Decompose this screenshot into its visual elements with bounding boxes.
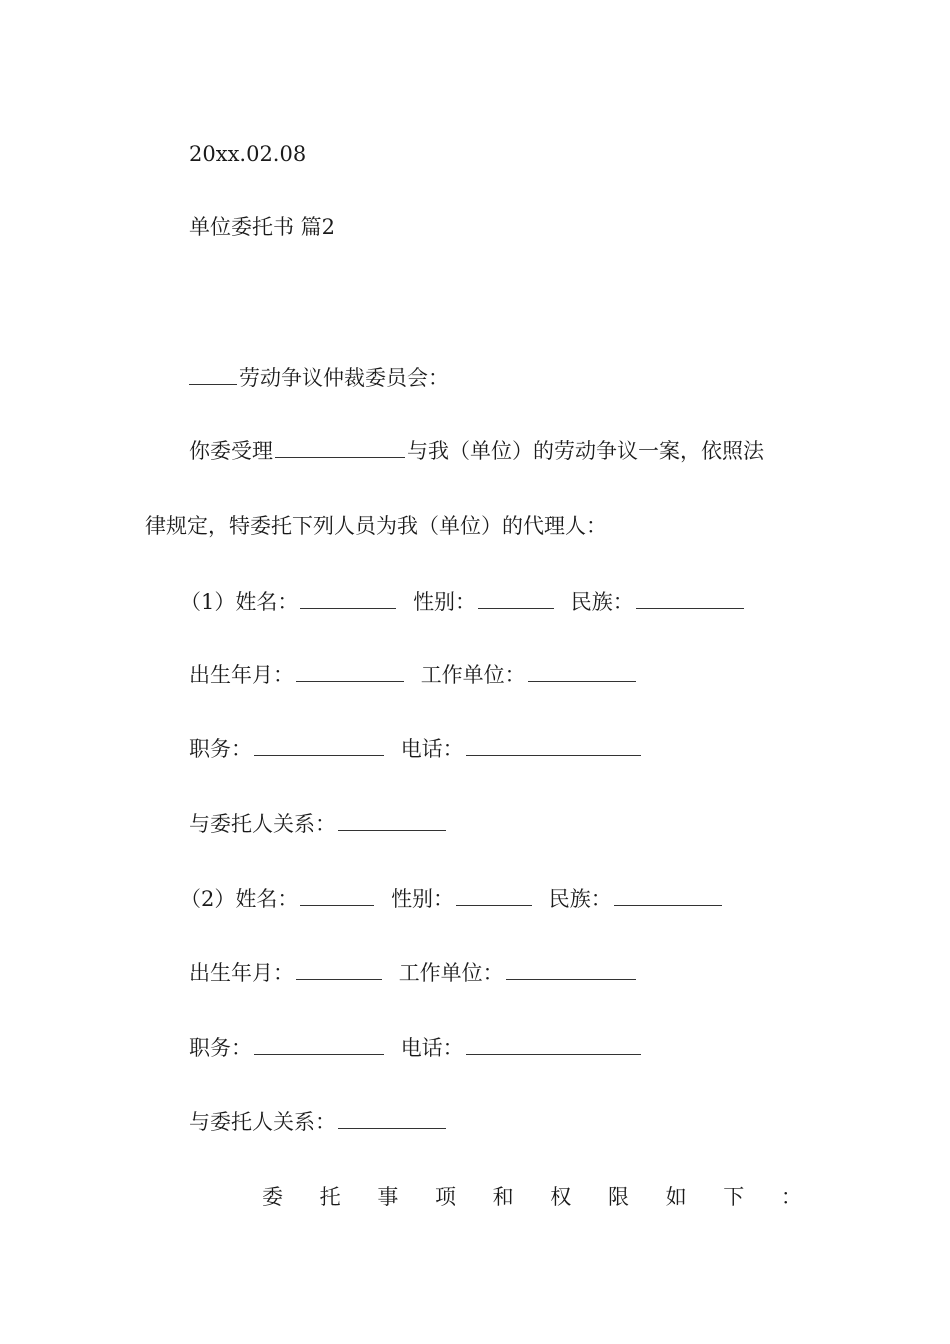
agent2-position-label: 职务： <box>189 1036 252 1060</box>
authority-char: 下 <box>723 1185 745 1209</box>
agent1-phone-field[interactable] <box>466 735 641 756</box>
agent2-gender-label: 性别： <box>391 887 455 911</box>
agent2-row-position <box>189 1034 643 1062</box>
para1-text-b: 与我（单位）的劳动争议一案，依照法 <box>407 439 764 463</box>
authority-char: 和 <box>492 1185 514 1209</box>
addressee-text: 劳动争议仲裁委员会： <box>239 366 449 390</box>
agent1-position-field[interactable] <box>254 735 384 756</box>
authority-heading <box>262 1183 802 1211</box>
authority-char: 委 <box>262 1185 283 1209</box>
agent2-row-relation <box>189 1108 448 1136</box>
authority-char: 如 <box>665 1185 687 1209</box>
agent1-gender-field[interactable] <box>478 588 554 609</box>
agent2-workplace-field[interactable] <box>506 959 636 980</box>
date: 20xx.02.08 <box>189 142 307 166</box>
authority-char: 项 <box>434 1185 456 1209</box>
agent1-workplace-field[interactable] <box>528 661 636 682</box>
agent1-name-field[interactable] <box>300 588 396 609</box>
agent1-birth-field[interactable] <box>296 661 404 682</box>
agent2-name-label: （2）姓名： <box>180 887 299 911</box>
authority-char: 权 <box>550 1185 572 1209</box>
paragraph-1-line-1 <box>189 437 764 465</box>
agent1-row-position <box>189 735 643 763</box>
agent2-ethnicity-label: 民族： <box>548 887 612 911</box>
authority-char: 事 <box>377 1185 399 1209</box>
agent1-relation-label: 与委托人关系： <box>189 812 336 836</box>
agent2-ethnicity-field[interactable] <box>614 885 722 906</box>
agent2-gender-field[interactable] <box>456 885 532 906</box>
agent2-phone-label: 电话： <box>400 1036 464 1060</box>
agent2-position-field[interactable] <box>254 1034 384 1055</box>
para1-text-a: 你委受理 <box>189 439 273 463</box>
agent1-gender-label: 性别： <box>413 590 477 614</box>
agent2-name-field[interactable] <box>300 885 374 906</box>
agent2-row-name <box>180 885 724 913</box>
agent1-birth-label: 出生年月： <box>189 663 294 687</box>
arbitration-committee-blank[interactable] <box>189 364 237 385</box>
agent1-relation-field[interactable] <box>338 810 446 831</box>
agent2-birth-label: 出生年月： <box>189 961 294 985</box>
agent2-phone-field[interactable] <box>466 1034 641 1055</box>
case-party-blank[interactable] <box>275 437 405 458</box>
agent2-relation-label: 与委托人关系： <box>189 1110 336 1134</box>
agent2-birth-field[interactable] <box>296 959 382 980</box>
authority-char: ： <box>780 1185 802 1209</box>
agent1-name-label: （1）姓名： <box>180 590 299 614</box>
authority-char: 限 <box>607 1185 629 1209</box>
document-heading: 单位委托书 篇2 <box>189 215 336 239</box>
paragraph-1-line-2: 律规定，特委托下列人员为我（单位）的代理人： <box>145 514 607 538</box>
authority-char: 托 <box>319 1185 341 1209</box>
addressee-line <box>189 364 449 392</box>
agent2-relation-field[interactable] <box>338 1108 446 1129</box>
agent1-row-name <box>180 588 746 616</box>
agent1-row-birth <box>189 661 638 689</box>
agent1-position-label: 职务： <box>189 737 252 761</box>
agent1-row-relation <box>189 810 448 838</box>
agent1-ethnicity-label: 民族： <box>570 590 634 614</box>
agent1-phone-label: 电话： <box>400 737 464 761</box>
agent1-ethnicity-field[interactable] <box>636 588 744 609</box>
agent2-workplace-label: 工作单位： <box>398 961 504 985</box>
agent1-workplace-label: 工作单位： <box>420 663 526 687</box>
agent2-row-birth <box>189 959 638 987</box>
